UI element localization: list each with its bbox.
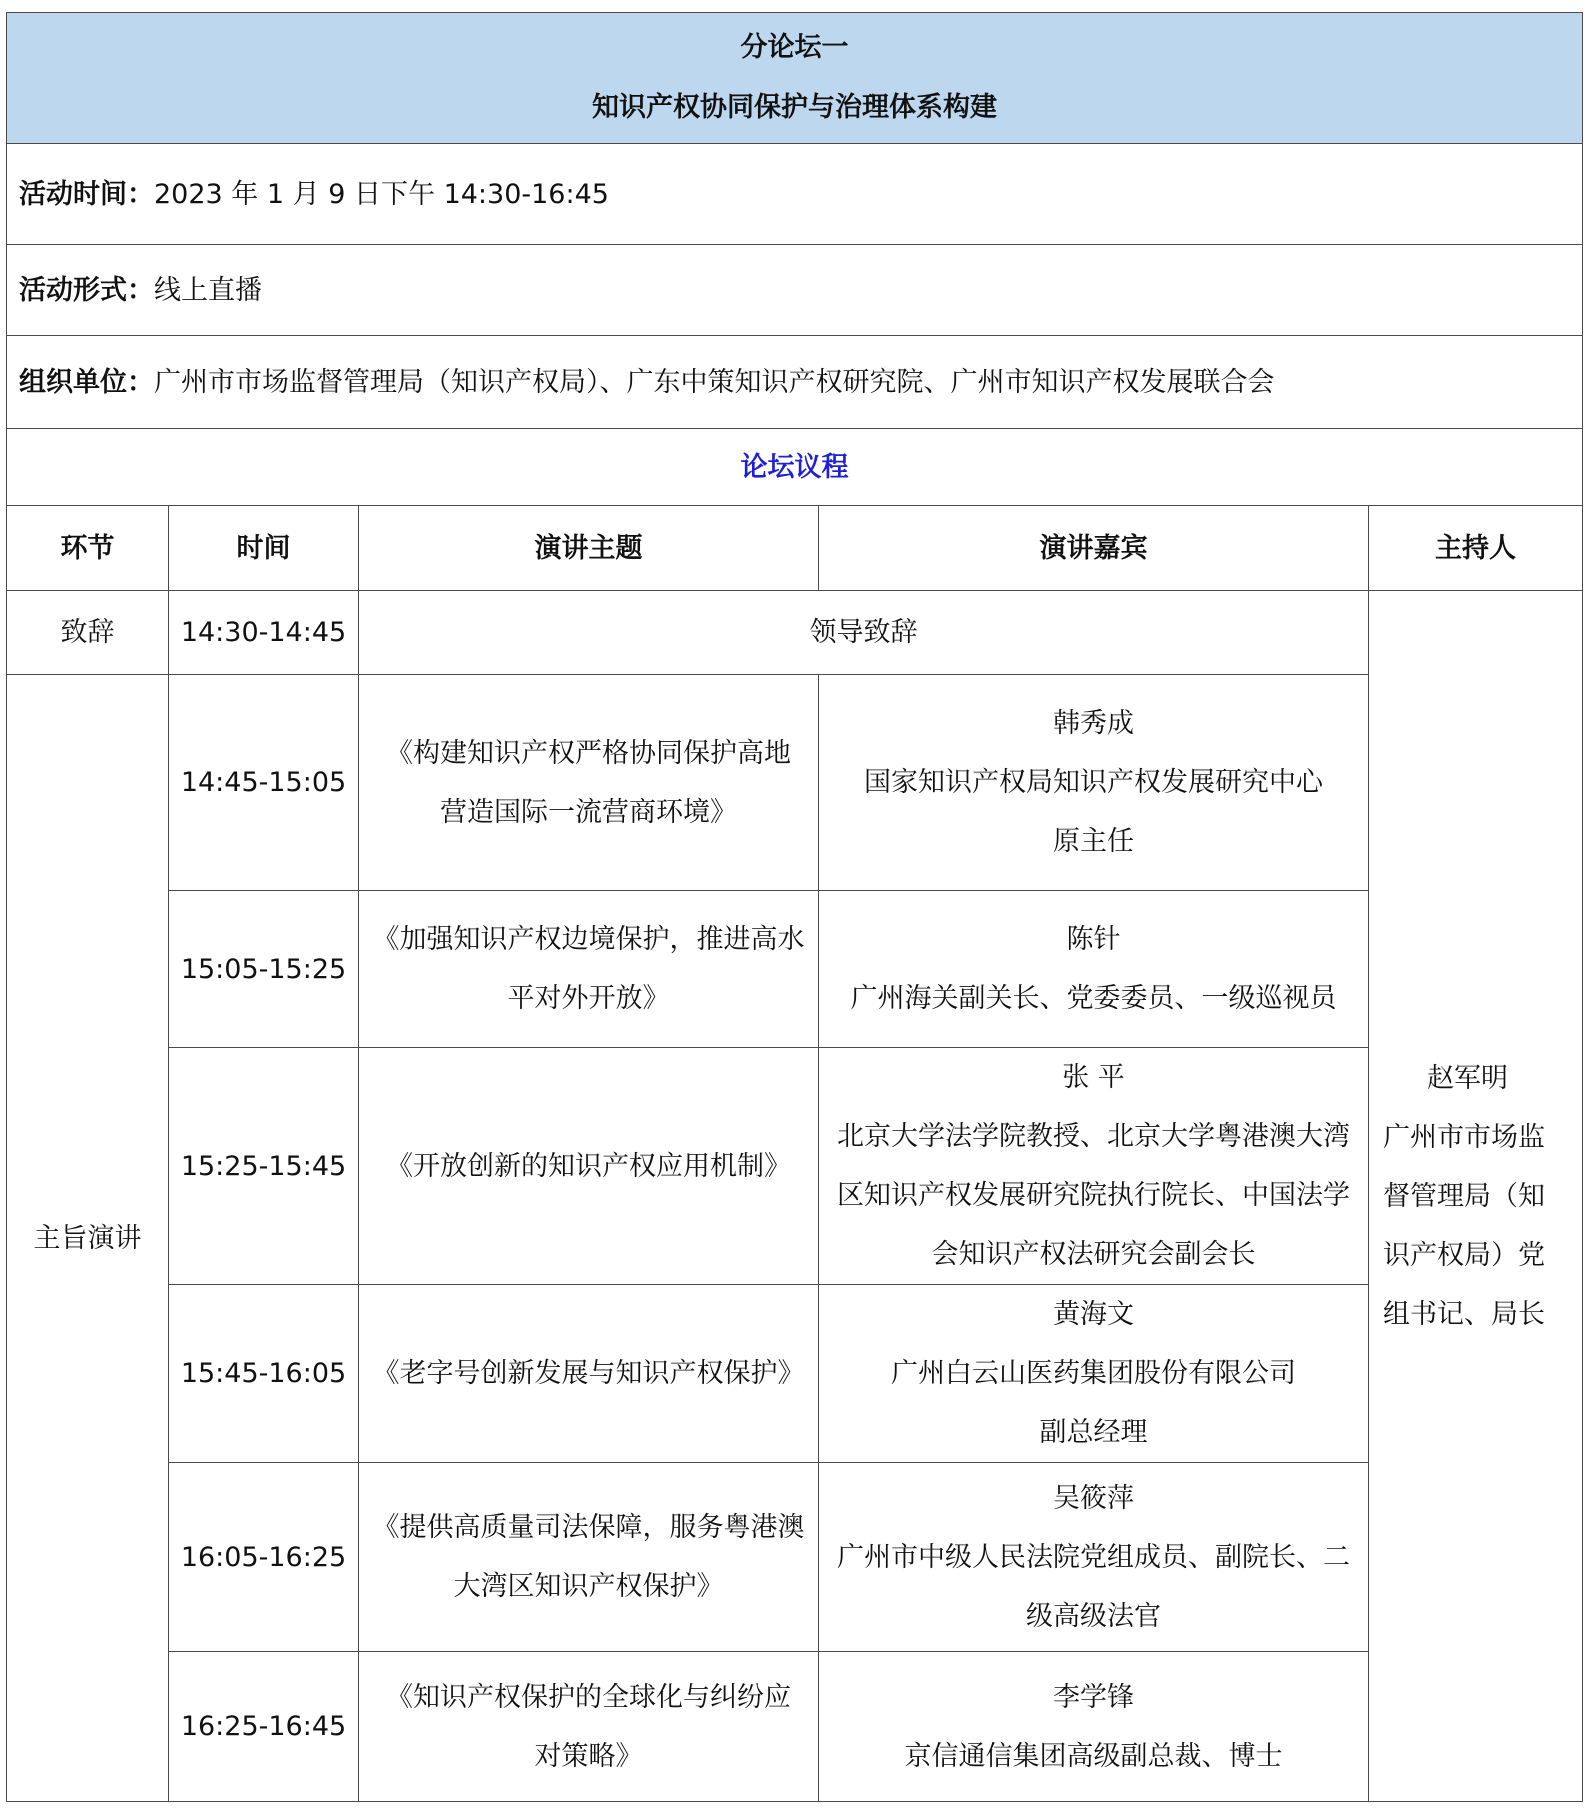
- event-time-value: 2023 年 1 月 9 日下午 14:30-16:45: [154, 178, 609, 210]
- forum-header: [7, 13, 1583, 144]
- topic-line: 《构建知识产权严格协同保护高地: [386, 737, 791, 769]
- speaker-title-line: 会知识产权法研究会副会长: [931, 1239, 1256, 1270]
- topic-line: 大湾区知识产权保护》: [453, 1571, 724, 1602]
- topic-line: 平对外开放》: [507, 983, 670, 1014]
- organizer-label: 组织单位：: [19, 366, 154, 398]
- host-name: 赵军明: [1427, 1062, 1509, 1094]
- talk-speaker: [819, 1048, 1369, 1285]
- speaker-title-line: 级高级法官: [1026, 1600, 1161, 1632]
- topic-line: 《开放创新的知识产权应用机制》: [386, 1150, 791, 1182]
- topic-line: 《加强知识产权边境保护，推进高水: [372, 924, 805, 955]
- forum-title: 分论坛一: [740, 32, 849, 63]
- opening-time: 14:30-14:45: [169, 591, 359, 675]
- speaker-title-line: 广州海关副关长、党委委员、一级巡视员: [850, 983, 1337, 1014]
- host-title-line: 督管理局（知: [1383, 1180, 1545, 1212]
- speaker-name: 韩秀成: [1053, 708, 1134, 739]
- col-header-host: 主持人: [1369, 506, 1583, 591]
- opening-segment: 致辞: [7, 591, 169, 675]
- speaker-name: 陈针: [1066, 924, 1121, 955]
- speaker-title-line: 广州市中级人民法院党组成员、副院长、二: [837, 1541, 1350, 1573]
- talk-topic: [359, 675, 819, 891]
- talk-speaker: [819, 891, 1369, 1048]
- topic-line: 对策略》: [534, 1740, 643, 1772]
- speaker-name: 李学锋: [1053, 1681, 1134, 1713]
- speaker-title-line: 京信通信集团高级副总裁、博士: [904, 1740, 1283, 1772]
- talk-time: 15:45-16:05: [169, 1285, 359, 1463]
- talk-time: 16:05-16:25: [169, 1463, 359, 1652]
- speaker-name: 张 平: [1062, 1062, 1125, 1093]
- talk-topic: [359, 1463, 819, 1652]
- organizer-value: 广州市市场监督管理局（知识产权局）、广东中策知识产权研究院、广州市知识产权发展联合会: [154, 366, 1275, 398]
- topic-line: 《提供高质量司法保障，服务粤港澳: [372, 1512, 805, 1543]
- forum-agenda-table: [6, 12, 1583, 1802]
- speaker-title-line: 国家知识产权局知识产权发展研究中心: [864, 767, 1323, 798]
- host-title-line: 广州市市场监: [1383, 1121, 1545, 1153]
- speaker-title-line: 副总经理: [1039, 1417, 1148, 1448]
- col-header-time: 时间: [169, 506, 359, 591]
- host-title-line: 识产权局）党: [1383, 1239, 1545, 1271]
- speaker-title-line: 区知识产权发展研究院执行院长、中国法学: [837, 1180, 1350, 1211]
- col-header-topic: 演讲主题: [359, 506, 819, 591]
- talk-topic: [359, 1048, 819, 1285]
- topic-line: 营造国际一流营商环境》: [440, 796, 737, 828]
- organizer-row: [7, 336, 1583, 429]
- event-format-row: [7, 245, 1583, 336]
- opening-content: 领导致辞: [359, 591, 1369, 675]
- speaker-title-line: 原主任: [1053, 826, 1134, 857]
- talk-speaker: [819, 675, 1369, 891]
- col-header-segment: 环节: [7, 506, 169, 591]
- talk-time: 15:25-15:45: [169, 1048, 359, 1285]
- event-time-label: 活动时间：: [19, 178, 154, 210]
- talk-topic: [359, 1652, 819, 1802]
- speaker-title-line: 广州白云山医药集团股份有限公司: [891, 1358, 1296, 1389]
- col-header-speaker: 演讲嘉宾: [819, 506, 1369, 591]
- talk-speaker: [819, 1463, 1369, 1652]
- speaker-name: 吴筱萍: [1053, 1482, 1134, 1514]
- forum-subtitle: 知识产权协同保护与治理体系构建: [592, 92, 998, 123]
- talk-topic: [359, 1285, 819, 1463]
- event-format-value: 线上直播: [154, 274, 262, 306]
- host-cell: [1369, 591, 1583, 1802]
- topic-line: 《老字号创新发展与知识产权保护》: [372, 1358, 805, 1389]
- host-title-line: 组书记、局长: [1383, 1298, 1545, 1330]
- talk-time: 15:05-15:25: [169, 891, 359, 1048]
- event-format-label: 活动形式：: [19, 274, 154, 306]
- talk-speaker: [819, 1285, 1369, 1463]
- keynote-segment: 主旨演讲: [7, 675, 169, 1802]
- speaker-name: 黄海文: [1053, 1299, 1134, 1330]
- talk-time: 14:45-15:05: [169, 675, 359, 891]
- talk-speaker: [819, 1652, 1369, 1802]
- event-time-row: [7, 144, 1583, 245]
- agenda-heading: 论坛议程: [7, 429, 1583, 506]
- talk-time: 16:25-16:45: [169, 1652, 359, 1802]
- speaker-title-line: 北京大学法学院教授、北京大学粤港澳大湾: [837, 1121, 1350, 1152]
- topic-line: 《知识产权保护的全球化与纠纷应: [386, 1681, 791, 1713]
- talk-topic: [359, 891, 819, 1048]
